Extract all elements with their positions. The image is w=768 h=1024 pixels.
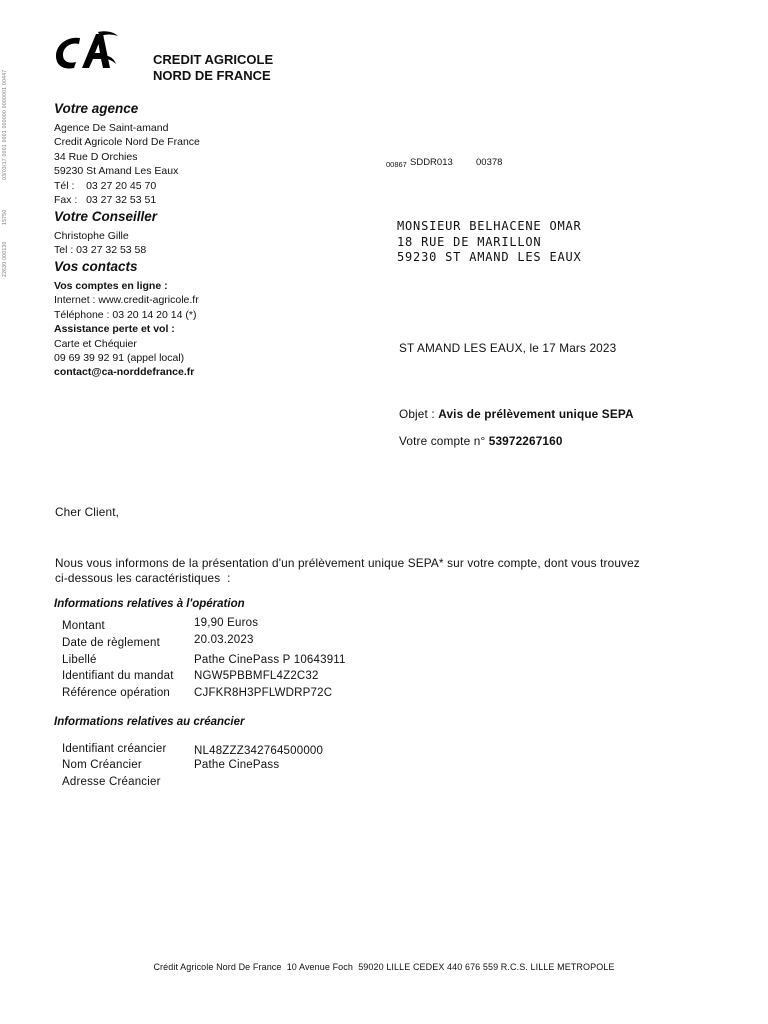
creditor-value-name: Pathe CinePass — [194, 759, 280, 771]
ref-code-2: 00378 — [476, 157, 503, 168]
side-code: 03/03/17 0001 0001 000000 0000001 00447 — [2, 69, 8, 180]
credit-agricole-logo — [50, 28, 120, 74]
subject-line — [399, 407, 634, 421]
advisor-heading: Votre Conseiller — [54, 209, 158, 224]
creditor-label-name: Nom Créancier — [62, 759, 142, 771]
creditor-value-id: NL48ZZZ342764500000 — [194, 745, 324, 757]
assistance-label: Assistance perte et vol : — [54, 323, 175, 336]
subject-value: Avis de prélèvement unique SEPA — [438, 407, 634, 421]
internet-link[interactable]: Internet : www.credit-agricole.fr — [54, 294, 199, 307]
operation-label-mandate: Identifiant du mandat — [62, 670, 174, 682]
recipient-name: MONSIEUR BELHACENE OMAR — [397, 219, 582, 233]
bank-name-line2: NORD DE FRANCE — [153, 68, 271, 83]
intro-line-2: ci-dessous les caractéristiques : — [55, 571, 231, 585]
operation-value-reference: CJFKR8H3PFLWDRP72C — [194, 687, 333, 699]
agency-line: Agence De Saint-amand — [54, 122, 169, 134]
operation-value-mandate: NGW5PBBMFL4Z2C32 — [194, 670, 319, 682]
agency-line: 34 Rue D Orchies — [54, 150, 138, 163]
operation-label-amount: Montant — [62, 620, 105, 632]
agency-heading: Votre agence — [54, 101, 139, 116]
operation-label-reference: Référence opération — [62, 687, 171, 699]
operation-value-amount: 19,90 Euros — [194, 617, 259, 629]
agency-line: Credit Agricole Nord De France — [54, 136, 200, 149]
assistance-phone: 09 69 39 92 91 (appel local) — [54, 352, 185, 365]
creditor-heading: Informations relatives au créancier — [54, 716, 245, 728]
ref-code-1: SDDR013 — [410, 157, 453, 168]
operation-label-wording: Libellé — [62, 654, 97, 666]
recipient-address — [397, 219, 582, 266]
footer-legal: Crédit Agricole Nord De France 10 Avenue Foch 59020 LILLE CEDEX 440 676 559 R.C.S. LILLE METROPOLE — [153, 962, 615, 972]
operation-value-date: 20.03.2023 — [194, 634, 254, 646]
recipient-street: 18 RUE DE MARILLON — [397, 234, 542, 249]
creditor-label-id: Identifiant créancier — [62, 743, 167, 755]
advisor-name: Christophe Gille — [54, 230, 129, 242]
operation-label-date: Date de règlement — [62, 637, 161, 649]
advisor-block — [54, 229, 146, 258]
cards-label: Carte et Chéquier — [54, 337, 137, 350]
agency-phone: Tél : 03 27 20 45 70 — [54, 179, 157, 192]
side-code: 22630 000130 — [2, 241, 8, 277]
agency-line: 59230 St Amand Les Eaux — [54, 165, 179, 178]
bank-name-line1: CREDIT AGRICOLE — [153, 52, 274, 67]
contact-email[interactable]: contact@ca-norddefrance.fr — [54, 366, 195, 379]
agency-block — [54, 121, 200, 207]
subject-label: Objet : — [399, 407, 439, 421]
account-line — [399, 434, 563, 448]
ref-code-small: 00867 — [386, 160, 407, 169]
online-accounts-label: Vos comptes en ligne : — [54, 280, 168, 292]
creditor-label-address: Adresse Créancier — [62, 776, 161, 788]
operation-heading: Informations relatives à l'opération — [54, 598, 245, 610]
contacts-heading: Vos contacts — [54, 259, 138, 274]
place-date: ST AMAND LES EAUX, le 17 Mars 2023 — [399, 341, 617, 355]
account-number: 53972267160 — [488, 434, 563, 448]
contact-phone: Téléphone : 03 20 14 20 14 (*) — [54, 308, 197, 321]
salutation: Cher Client, — [55, 505, 120, 519]
recipient-city: 59230 ST AMAND LES EAUX — [397, 250, 582, 264]
advisor-phone: Tel : 03 27 32 53 58 — [54, 244, 147, 257]
agency-fax: Fax : 03 27 32 53 51 — [54, 194, 157, 207]
account-label: Votre compte n° — [399, 434, 489, 448]
operation-value-wording: Pathe CinePass P 10643911 — [194, 654, 346, 666]
contacts-block — [54, 279, 199, 380]
side-code: 15750 — [2, 209, 8, 225]
bank-name — [153, 52, 273, 84]
intro-line-1: Nous vous informons de la présentation d'un prélèvement unique SEPA* sur votre compte, dont vous trouvez — [55, 556, 640, 570]
